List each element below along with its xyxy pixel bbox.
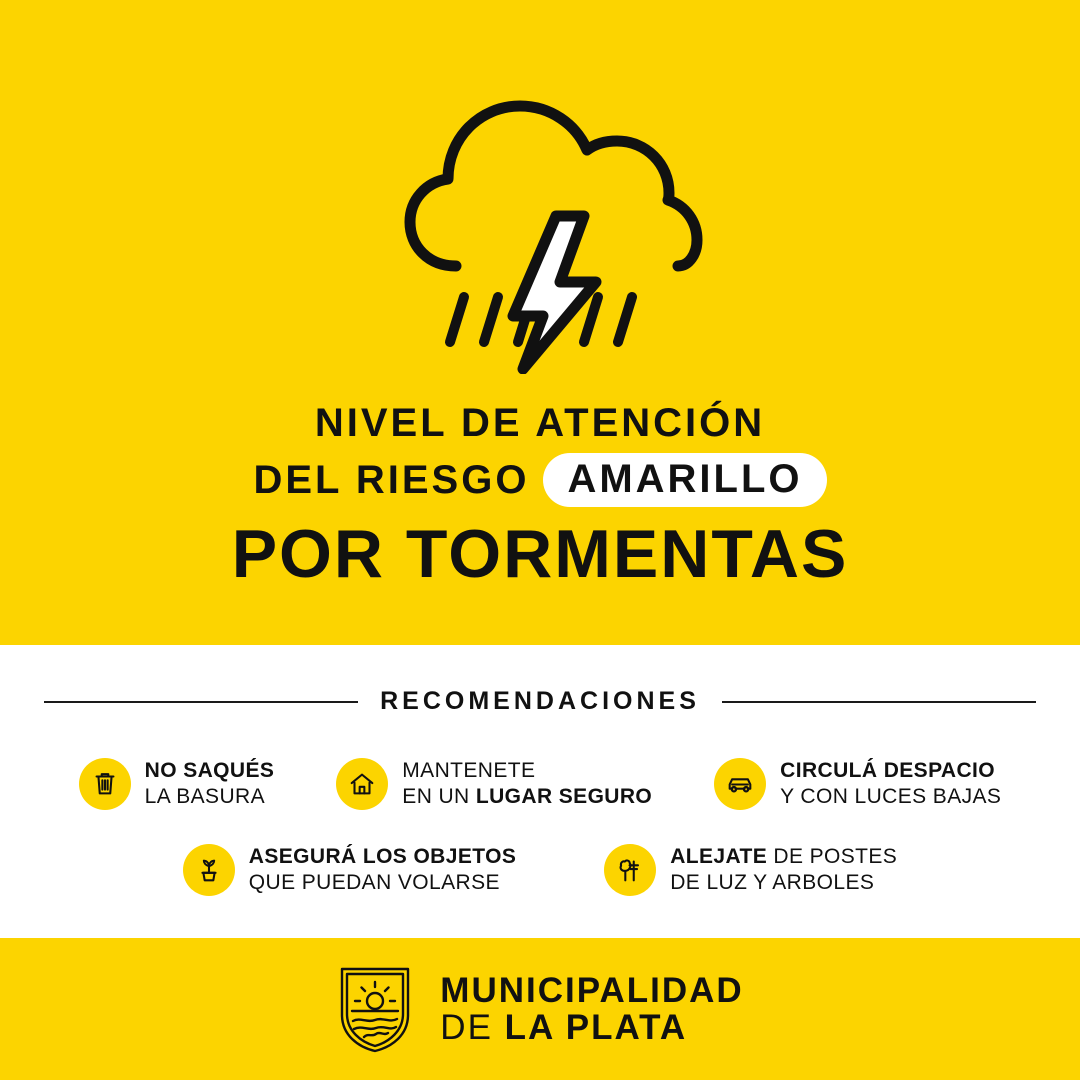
title-line-2-prefix: DEL RIESGO — [253, 457, 530, 502]
municipality-text — [440, 972, 743, 1046]
municipality-line-2-normal: DE — [440, 1008, 505, 1047]
rec-1-line2-normal: EN UN — [402, 785, 476, 808]
recommendations-header — [40, 687, 1040, 716]
recommendation-text — [402, 758, 652, 809]
recommendations-title: RECOMENDACIONES — [380, 687, 700, 715]
municipality-line-2 — [440, 1009, 743, 1046]
recommendations-row-2 — [40, 844, 1040, 896]
car-icon — [714, 758, 766, 810]
title-line-3: POR TORMENTAS — [231, 516, 849, 593]
recommendation-text — [249, 844, 516, 895]
tree-power-pole-icon — [604, 844, 656, 896]
recommendations-section — [0, 645, 1080, 938]
rec-2-line2-normal: Y CON LUCES BAJAS — [780, 785, 1002, 808]
recommendation-text — [670, 844, 897, 895]
recommendation-text — [780, 758, 1001, 809]
rec-1-line1-normal: MANTENETE — [402, 759, 536, 783]
rec-3-line2-normal: QUE PUEDAN VOLARSE — [248, 871, 500, 894]
recommendation-item-mantenete-en-lugar-seguro — [336, 758, 652, 810]
rec-2-line1-bold: CIRCULÁ DESPACIO — [780, 759, 996, 783]
storm-cloud-lightning-icon — [360, 54, 720, 374]
title-line-2 — [0, 453, 1080, 507]
trash-can-icon — [79, 758, 131, 810]
risk-level-badge: AMARILLO — [543, 453, 826, 507]
rec-3-line1-bold: ASEGURÁ LOS OBJETOS — [248, 845, 517, 869]
recommendation-item-circula-despacio — [714, 758, 1001, 810]
rec-4-line1-bold: ALEJATE — [670, 845, 768, 869]
footer-section — [0, 938, 1080, 1080]
recommendation-item-asegura-los-objetos — [183, 844, 516, 896]
rec-1-line2-bold: LUGAR SEGURO — [475, 785, 653, 808]
house-icon — [336, 758, 388, 810]
potted-plant-icon — [183, 844, 235, 896]
divider-right — [722, 701, 1036, 703]
municipality-line-1: MUNICIPALIDAD — [440, 970, 744, 1010]
la-plata-coat-of-arms-icon — [336, 963, 414, 1055]
municipality-line-2-bold: LA PLATA — [504, 1008, 688, 1047]
recommendation-text — [145, 758, 275, 809]
recommendation-item-no-saques-la-basura — [79, 758, 275, 810]
divider-left — [44, 701, 358, 703]
recommendation-item-alejate-de-postes — [604, 844, 897, 896]
rec-4-line1-normal: DE POSTES — [767, 845, 898, 869]
hero-title-block — [0, 400, 1080, 591]
rec-0-line1-bold: NO SAQUÉS — [144, 759, 275, 783]
recommendations-row-1 — [40, 758, 1040, 810]
title-line-1: NIVEL DE ATENCIÓN — [314, 401, 766, 445]
rec-4-line2-normal: DE LUZ Y ARBOLES — [670, 871, 875, 894]
rec-0-line2-normal: LA BASURA — [144, 785, 265, 808]
